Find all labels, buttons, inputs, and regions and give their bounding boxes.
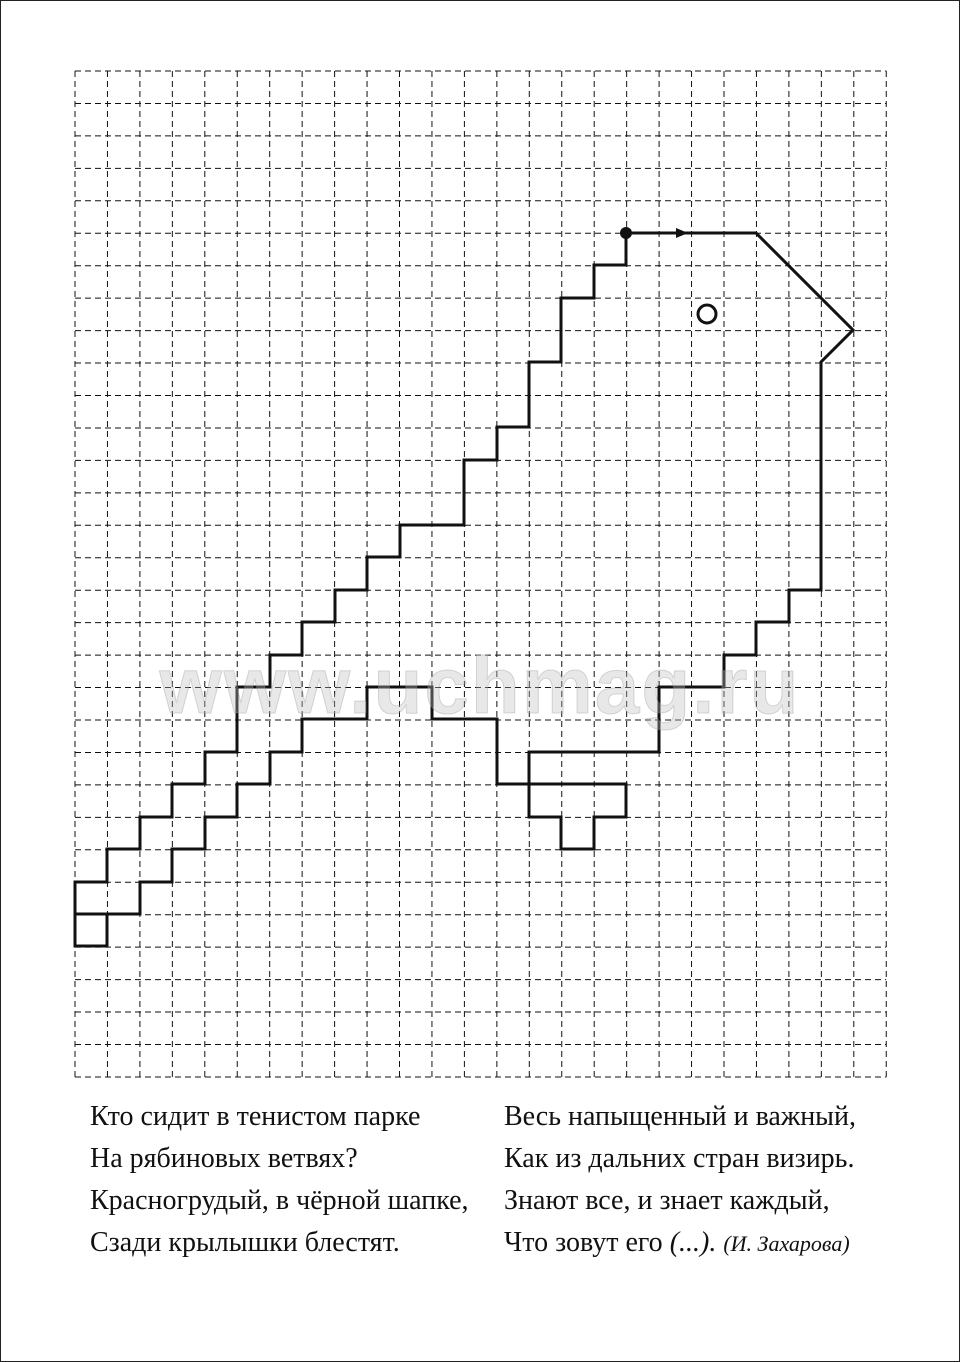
bird-outline <box>75 233 853 946</box>
poem-line: Сзади крылышки блестят. <box>90 1227 400 1258</box>
poem-last-line-text: Что зовут его <box>504 1227 670 1258</box>
eye-circle-icon <box>698 305 716 323</box>
poem-line: Кто сидит в тенистом парке <box>90 1101 421 1132</box>
dashed-grid <box>75 71 886 1077</box>
poem-right-column <box>504 1096 856 1265</box>
watermark: www.uchmag.ru <box>159 641 801 730</box>
answer-blank: (...). <box>669 1227 717 1258</box>
poem-line: Как из дальних стран визирь. <box>504 1143 855 1174</box>
start-dot-icon <box>620 227 632 239</box>
poem-line: На рябиновых ветвях? <box>90 1143 358 1174</box>
poem-author: (И. Захарова) <box>723 1231 850 1256</box>
arrow-right-icon <box>676 228 688 238</box>
bird-body-outline <box>75 233 853 946</box>
poem-line: Знают все, и знает каждый, <box>504 1185 830 1216</box>
poem-left-column <box>90 1096 469 1264</box>
poem-line: Весь напыщенный и важный, <box>504 1101 856 1132</box>
poem-line: Красногрудый, в чёрной шапке, <box>90 1185 469 1216</box>
poem-last-line <box>504 1222 856 1265</box>
